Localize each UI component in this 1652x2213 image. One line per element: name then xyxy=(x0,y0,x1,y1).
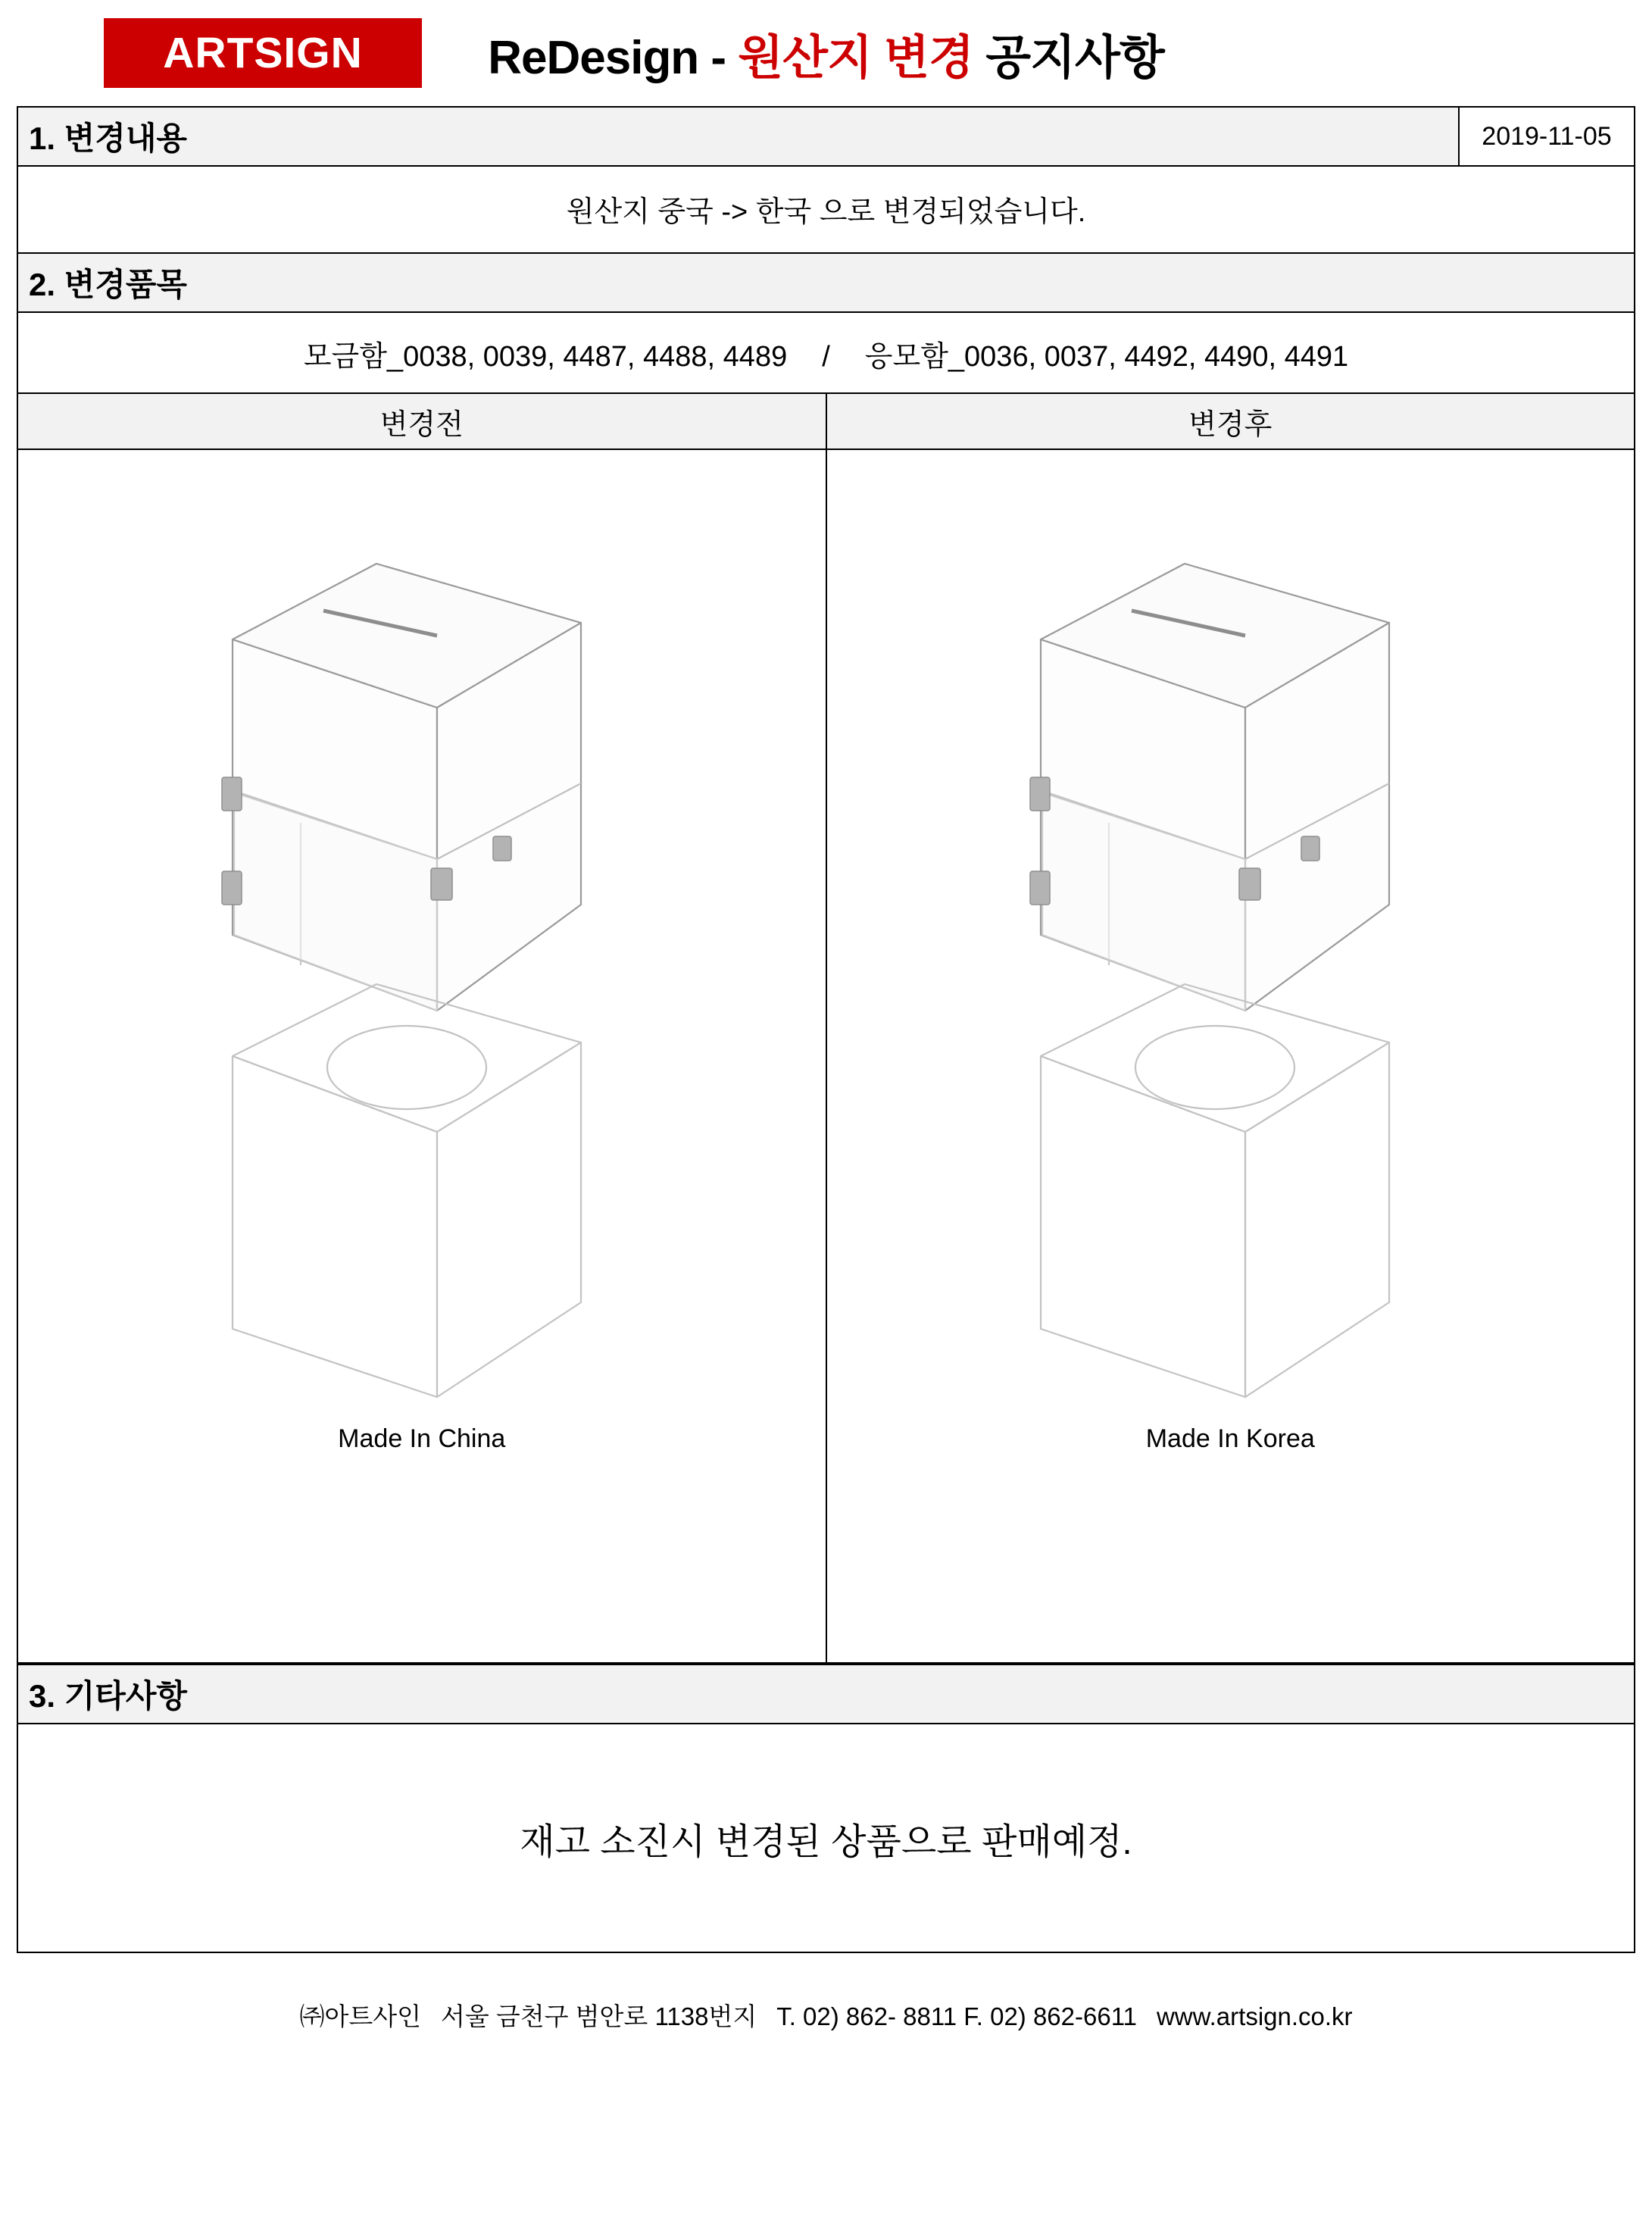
section-3-text: 재고 소진시 변경된 상품으로 판매예정. xyxy=(520,1821,1132,1862)
changed-items xyxy=(17,313,1635,392)
page-title-highlight: 원산지 변경 xyxy=(738,31,973,84)
section-2-bar xyxy=(17,252,1635,313)
section-1-bar xyxy=(17,106,1635,167)
logo-text: ARTSIGN xyxy=(163,29,363,77)
compare-body xyxy=(17,450,1635,1664)
page-header xyxy=(17,0,1635,106)
items-left: 모금함_0038, 0039, 4487, 4488, 4489 xyxy=(303,341,788,373)
donation-box-illustration-before xyxy=(187,480,657,1420)
page-title xyxy=(17,20,1635,87)
after-product-image xyxy=(995,480,1465,1420)
section-3-label: 3. 기타사항 xyxy=(29,1678,187,1714)
donation-box-illustration-after xyxy=(995,480,1465,1420)
section-1-body: 원산지 중국 -> 한국 으로 변경되었습니다. xyxy=(17,167,1635,252)
items-separator: / xyxy=(822,341,830,373)
footer-phone: T. 02) 862- 8811 F. 02) 862-6611 xyxy=(776,2002,1137,2030)
items-right: 응모함_0036, 0037, 4492, 4490, 4491 xyxy=(864,341,1349,373)
footer-company: ㈜아트사인 xyxy=(299,2002,421,2030)
after-header: 변경후 xyxy=(1188,408,1273,441)
after-cell xyxy=(827,450,1635,1662)
before-product-image xyxy=(187,480,657,1420)
compare-header xyxy=(17,392,1635,450)
before-caption: Made In China xyxy=(338,1424,506,1453)
page-title-prefix: ReDesign - xyxy=(488,31,739,84)
before-header: 변경전 xyxy=(18,394,827,449)
section-2-label: 2. 변경품목 xyxy=(29,267,187,302)
section-3-body xyxy=(17,1724,1635,1953)
footer-address: 서울 금천구 범안로 1138번지 xyxy=(440,2002,757,2030)
before-cell xyxy=(18,450,827,1662)
after-caption: Made In Korea xyxy=(1145,1424,1315,1453)
section-1-label: 1. 변경내용 xyxy=(29,120,187,156)
section-3-bar xyxy=(17,1664,1635,1724)
notice-date: 2019-11-05 xyxy=(1458,108,1634,165)
page-footer xyxy=(17,1997,1635,2051)
footer-website: www.artsign.co.kr xyxy=(1156,2002,1353,2030)
page-title-suffix: 공지사항 xyxy=(973,31,1164,84)
